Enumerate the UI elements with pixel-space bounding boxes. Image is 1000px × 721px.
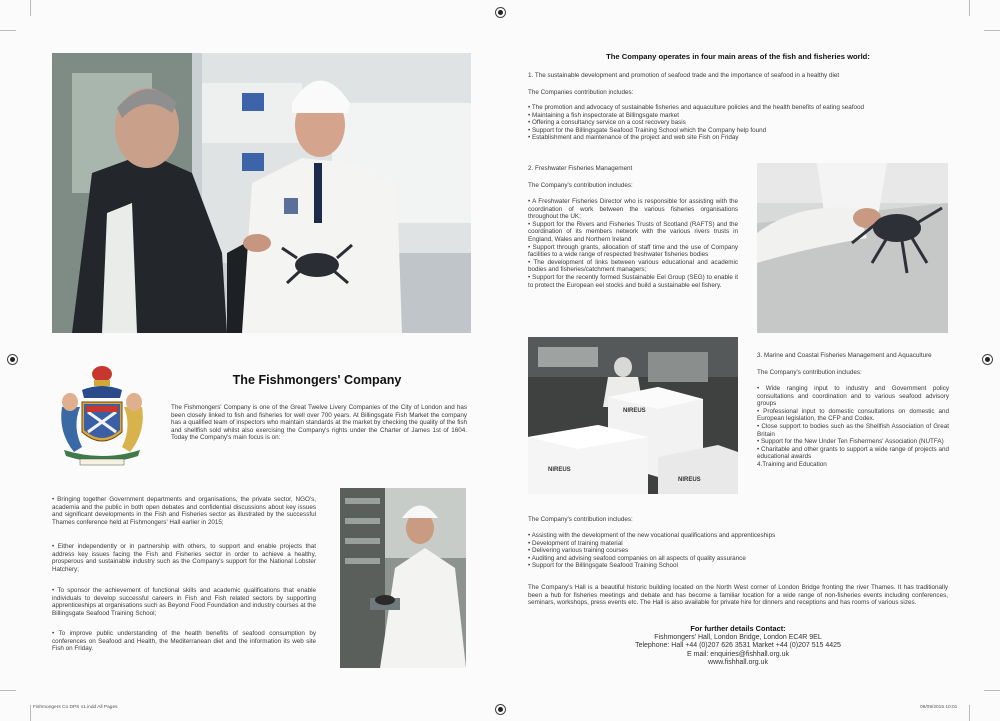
box-label: NIREUS [548, 467, 571, 473]
list-item: • Assisting with the development of the new vocational qualifications and apprenticeships [528, 532, 776, 539]
list-item: • The development of links between various educational and academic bodies and fisheries/catchment managers; [528, 258, 738, 274]
list-item: • Charitable and other grants to support a wide range of projects and educational awards [757, 445, 949, 461]
area1-bullets [528, 104, 948, 142]
crop-mark [30, 705, 31, 721]
area2-bullets [528, 198, 738, 289]
list-item: • Support for the recently formed Sustainable Eel Group (SEG) to enable it to protect the European eel stocks and build a sustainable eel fishery. [528, 273, 738, 289]
areas-heading: The Company operates in four main areas of the fish and fisheries world: [606, 52, 870, 61]
photo-market-inspection [52, 53, 471, 333]
focus-bullet: • Either independently or in partnership with others, to support and enable projects that address key issues facing the Fish and Fisheries sector in order to achieve a healthy, prosperous and sustainable industry such as the Company's support for the National Lobster Hatchery; [52, 543, 316, 573]
registration-mark-bottom [495, 704, 506, 715]
contact-address: Fishmongers' Hall, London Bridge, London EC4R 9EL [654, 633, 822, 641]
area3-title: 3. Marine and Coastal Fisheries Management and Aquaculture [757, 352, 932, 359]
focus-bullet: • To improve public understanding of the health benefits of seafood consumption by conferences on Seafood and Health, the Mediterranean diet and the information its web site Fish on Friday. [52, 630, 316, 653]
photo-nireus-boxes [528, 337, 738, 494]
list-item: • Support for the Billingsgate Seafood Training School which the Company help found [528, 126, 767, 134]
registration-mark-right [982, 354, 993, 365]
list-item: • Support for the New Under Ten Fishermens' Association (NUTFA) [757, 438, 944, 446]
contact-website[interactable]: www.fishhall.org.uk [708, 659, 768, 667]
footer-filename: Fishmongers Co DPS v1.indd All Pages [33, 705, 118, 710]
coat-of-arms-image [52, 362, 152, 472]
contact-title: For further details Contact: [690, 624, 786, 633]
list-item: • Development of training material [528, 539, 623, 547]
focus-bullet: • To sponsor the achievement of functional skills and academic qualifications that enable individuals to develop successful careers in Fish and Fish related sectors by supporting apprenticeships at organisations such as Beyond Food Foundation and industry courses at the Billingsgate Seafood Training School; [52, 587, 316, 617]
contact-phone: Telephone: Hall +44 (0)207 626 3531 Market +44 (0)207 515 4425 [635, 642, 841, 650]
list-item: • Close support to bodies such as the Shellfish Association of Great Britain [757, 422, 949, 438]
contact-block [528, 625, 948, 668]
area4-title: 4.Training and Education [757, 460, 827, 468]
area1-contrib-label: The Companies contribution includes: [528, 89, 634, 96]
footer-timestamp: 08/09/2015 10:01 [920, 705, 958, 710]
crop-mark [969, 705, 970, 721]
area3-contrib-label: The Company's contribution includes: [757, 369, 862, 376]
crop-mark [0, 690, 16, 691]
area1-title: 1. The sustainable development and promotion of seafood trade and the importance of seafood in a healthy diet [528, 72, 840, 79]
list-item: • Wide ranging input to industry and Government policy consultations and coordination and to various seafood advisory groups [757, 385, 949, 408]
list-item: • Establishment and maintenance of the project and web site Fish on Friday [528, 134, 739, 142]
photo-inspector-at-counter [340, 488, 466, 668]
list-item: • Support for the Billingsgate Seafood Training School [528, 562, 678, 570]
box-label: NIREUS [623, 408, 646, 414]
crop-mark [984, 30, 1000, 31]
list-item: • The promotion and advocacy of sustainable fisheries and aquaculture policies and the health benefits of eating seafood [528, 104, 865, 111]
intro-paragraph: The Fishmongers' Company is one of the Great Twelve Livery Companies of the City of London and has been closely linked to fish and fisheries for well over 700 years. At Billingsgate Fish Market the company has a qualified team of inspectors who maintain standards at the market by checking the quality of the fish and shellfish sold whilst also exercising the Company's rights under the Charter of James 1st of 1604. Today the Company's main focus is on: [171, 404, 467, 442]
registration-mark-left [7, 354, 18, 365]
list-item: • A Freshwater Fisheries Director who is responsible for assisting with the coordination of work between the various fisheries organisations throughout the UK; [528, 198, 738, 221]
registration-mark-top [495, 7, 506, 18]
area3-bullets [757, 385, 949, 469]
area2-title: 2. Freshwater Fisheries Management [528, 165, 633, 172]
crop-mark [984, 690, 1000, 691]
crop-mark [30, 0, 31, 16]
list-item: • Maintaining a fish inspectorate at Billingsgate market [528, 111, 679, 119]
area4-bullets [528, 532, 948, 570]
list-item: • Delivering various training courses [528, 547, 629, 555]
list-item: • Support for the Rivers and Fisheries Trusts of Scotland (RAFTS) and the coordination of its members network with the various rivers trusts in England, Wales and Northern Ireland [528, 220, 738, 243]
hall-paragraph: The Company's Hall is a beautiful historic building located on the North West corner of London Bridge fronting the river Thames. It has traditionally been a hub for fisheries meetings and debate and has become a familiar location for a wide range of non-fisheries events including conferences, seminars, workshops, press events etc. The Hall is also available for private hire for dinners and receptions and has rooms of various sizes. [528, 584, 948, 607]
list-item: • Support through grants, allocation of staff time and the use of Company facilities to a wide range of respected freshwater fisheries bodies [528, 243, 738, 259]
crop-mark [0, 30, 16, 31]
page-title: The Fishmongers' Company [232, 373, 402, 387]
area4-contrib-label: The Company's contribution includes: [528, 516, 633, 523]
crop-mark [969, 0, 970, 16]
box-label: NIREUS [678, 477, 701, 483]
area2-contrib-label: The Company's contribution includes: [528, 182, 633, 189]
focus-bullet: • Bringing together Government departments and organisations, the private sector, NGO's, academia and the public in both open debates and confidential discussions about key issues and significant developments in the Fish and Fisheries sector as illustrated by the successful Thames conference held at Fishmongers' Hall earlier in 2015; [52, 496, 316, 526]
list-item: • Offering a consultancy service on a cost recovery basis [528, 119, 686, 127]
list-item: • Professional input to domestic consultations on domestic and European legislation, the CFP and Codex. [757, 407, 949, 423]
list-item: • Auditing and advising seafood companies on all aspects of quality assurance [528, 554, 746, 562]
photo-crab-hand [757, 163, 948, 333]
contact-email[interactable]: E mail: enquiries@fishhall.org.uk [686, 650, 790, 658]
